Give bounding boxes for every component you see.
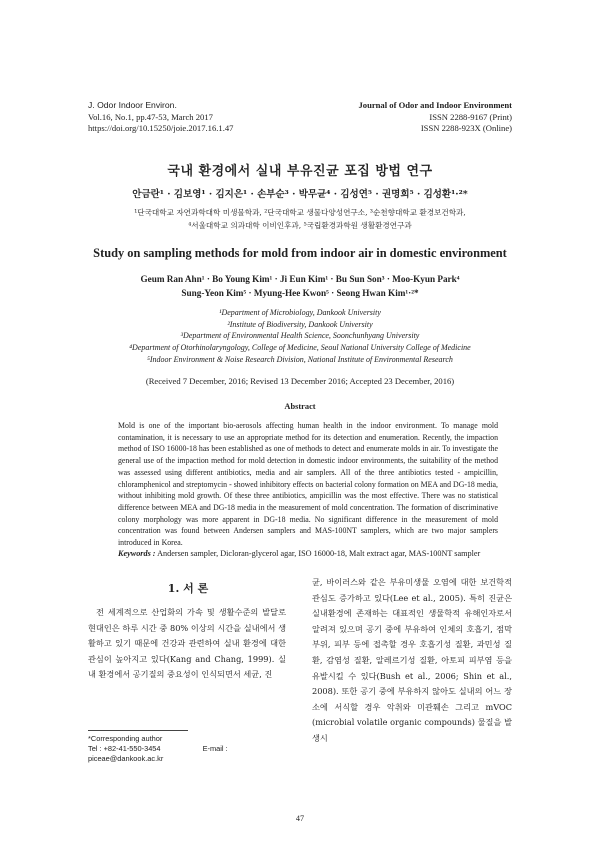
korean-affiliations	[60, 206, 540, 232]
email-address: E-mail : piceae@dankook.ac.kr	[88, 744, 228, 763]
section-heading: 1. 서 론	[167, 582, 209, 595]
phone-number: Tel : +82-41-550-3454	[88, 744, 161, 753]
keywords-label: Keywords :	[118, 549, 156, 558]
corresponding-author-label: *Corresponding author	[88, 734, 163, 743]
affiliation-item: ³Department of Environmental Health Science, Soonchunhyang University	[180, 331, 420, 341]
affiliation-item: ⁵Indoor Environment & Noise Research Division, National Institute of Environmental Research	[147, 354, 453, 364]
korean-title: 국내 환경에서 실내 부유진균 포집 방법 연구	[167, 164, 433, 179]
keywords	[118, 549, 518, 558]
footnote-divider	[88, 730, 188, 731]
issn-online: ISSN 2288-923X (Online)	[420, 123, 512, 133]
keywords-list: Andersen sampler, Dicloran-glycerol agar, ISO 16000-18, Malt extract agar, MAS-100NT sampler	[157, 549, 481, 558]
issn-print: ISSN 2288-9167 (Print)	[429, 111, 512, 122]
journal-full-name: Journal of Odor and Indoor Environment	[358, 100, 512, 110]
volume-info: Vol.16, No.1, pp.47-53, March 2017	[88, 111, 213, 122]
journal-header-left	[88, 100, 233, 135]
english-authors-line: Sung-Yeon Kim⁵ · Myung-Hee Kwon⁵ · Seong Hwan Kim¹·²*	[181, 288, 419, 298]
english-title: Study on sampling methods for mold from indoor air in domestic environment	[93, 246, 507, 260]
journal-header-right	[358, 100, 512, 135]
korean-affiliation-line: ¹단국대학교 자연과학대학 미생물학과, ²단국대학교 생물다양성연구소, ³순천향대학교 환경보건학과,	[134, 208, 466, 217]
english-authors-line: Geum Ran Ahn¹ · Bo Young Kim¹ · Ji Eun Kim¹ · Bu Sun Son³ · Moo-Kyun Park⁴	[140, 274, 460, 284]
abstract-heading: Abstract	[284, 402, 316, 411]
affiliation-item: ²Institute of Biodiversity, Dankook University	[227, 319, 373, 329]
journal-short-name: J. Odor Indoor Environ.	[88, 100, 177, 110]
footnote	[88, 734, 298, 764]
korean-authors: 안금란¹ · 김보영¹ · 김지은¹ · 손부순³ · 박무균⁴ · 김성연⁵ · 권명희⁵ · 김성환¹·²*	[132, 189, 468, 200]
page-number: 47	[295, 814, 305, 823]
english-authors	[0, 272, 600, 300]
affiliation-item: ¹Department of Microbiology, Dankook University	[219, 308, 381, 317]
body-column-left: 전 세계적으로 산업화의 가속 및 생활수준의 발달로 현대인은 하루 시간 중 80% 이상의 시간을 실내에서 생활하고 있기 때문에 건강과 관련하여 실내 환경에 대한 관심이 높아지고 있다(Kang and Chang, 1999). 실내 환경에서 공기질의 중요성이 인식되면서 세균, 진	[88, 607, 286, 680]
abstract-text: Mold is one of the important bio-aerosols affecting human health in the indoor environment. To manage mold contamination, it is necessary to use an appropriate method for its detection and enumeration. Recently, the impaction method of ISO 16000-18 has been established as one of methods to detect and enumerate molds in air. To investigate the general use of the impaction method for mold detection in domestic indoor environments, the suitability of the method was assessed using different antibiotics, media and air samplers. All of the three antibiotics tested - ampicillin, chloramphenicol and streptomycin - showed inhibitory effects on bacterial colony formation on MEA and DG-18 media, without inhibiting mold growth. Of these three antibiotics, ampicillin was the most effective. There was no statistical difference between MEA and DG-18 media in the measurement of mold concentration. The formation of discriminative colony morphology was more apparent in DG-18 media. No significant difference in the measurement of mold concentration was found between Andersen samplers and MAS-100NT samplers, which are two major samplers introduced in Korea.	[118, 421, 498, 548]
english-affiliations	[0, 307, 600, 366]
affiliation-item: ⁴Department of Otorhinolaryngology, College of Medicine, Seoul National University College of Medicine	[129, 343, 471, 353]
doi-text: https://doi.org/10.15250/joie.2017.16.1.47	[88, 123, 234, 133]
korean-affiliation-line: ⁴서울대학교 의과대학 이비인후과, ⁵국립환경과학원 생활환경연구과	[188, 221, 412, 230]
body-column-right: 균, 바이러스와 같은 부유미생물 오염에 대한 보건학적 관심도 증가하고 있다(Lee et al., 2005). 특히 진균은 실내환경에 존재하는 대표적인 생물학적 유해인자로서 알려져 있으며 공기 중에 부유하여 인체의 호흡기, 점막부위, 피부 등에 접촉할 경우 호흡기성 질환, 과민성 질환, 감염성 질환, 알레르기성 질환, 아토피 피부염 등을 유발시킬 수 있다(Bush et al., 2006; Shin et al., 2008). 또한 공기 중에 부유하지 않아도 실내의 어느 장소에 서식할 경우 악취와 미관훼손 그리고 mVOC (microbial volatile organic compounds) 물질을 발생시	[312, 577, 512, 743]
received-dates: (Received 7 December, 2016; Revised 13 December 2016; Accepted 23 December, 2016)	[145, 376, 455, 386]
contact-line	[88, 744, 298, 764]
